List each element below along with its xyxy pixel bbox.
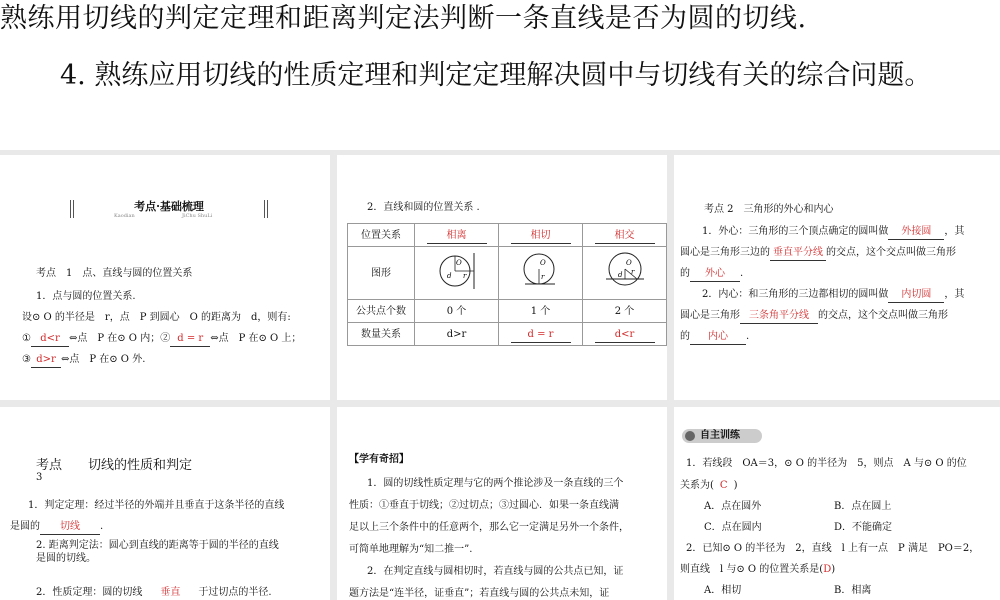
table-row <box>348 247 667 300</box>
table-row <box>348 300 667 323</box>
option-b: B．点在圆上 <box>834 501 892 512</box>
table-cell: 位置关系 <box>348 224 415 247</box>
text-fragment: . <box>100 521 104 532</box>
svg-text:O: O <box>455 259 462 267</box>
thumbnail-panel-6[interactable] <box>674 407 1000 600</box>
text-fragment: ) <box>733 480 738 491</box>
answer-blank: 垂直平分线 <box>770 246 826 261</box>
section-heading: 【学有奇招】 <box>349 454 409 465</box>
text-fragment: 圆心是三角形 <box>680 310 740 321</box>
text-fragment: ) <box>831 564 836 575</box>
circle-intersect-figure <box>603 247 647 291</box>
text-fragment: 的交点，这个交点叫做三角形 <box>818 310 948 321</box>
section-number: 3 <box>36 472 43 483</box>
text-line: 1．点与圆的位置关系. <box>36 291 136 302</box>
answer-blank: d<r <box>31 332 69 347</box>
question-line: 2．已知⊙ O 的半径为 2，直线 l 上有一点 P 满足 PO＝2， <box>686 543 980 554</box>
text-fragment: ，其 <box>944 226 965 237</box>
table-row <box>348 224 667 247</box>
option-a: A．相切 <box>704 585 742 596</box>
text-line: 1．圆的切线性质定理与它的两个推论涉及一条直线的三个 <box>367 478 624 489</box>
section-heading: 考点 切线的性质和判定 <box>36 458 193 473</box>
option-a: A．点在圆外 <box>704 501 762 512</box>
text-line: 2. 距离判定法：圆心到直线的距离等于圆的半径的直线 <box>36 540 279 551</box>
text-fragment: ⇔点 P 在⊙ O 内；② <box>68 333 171 344</box>
text-line: 1．判定定理：经过半径的外端并且垂直于这条半径的直线 <box>28 500 285 511</box>
figure-cell <box>415 247 499 300</box>
answer-blank: 三条角平分线 <box>740 309 818 324</box>
panel-title: 2．直线和圆的位置关系 . <box>367 202 480 213</box>
question-line: 1．若线段 OA＝3，⊙ O 的半径为 5，则点 A 与⊙ O 的位 <box>686 458 967 469</box>
text-fragment: 2．内心：和三角形的三边都相切的圆叫做 <box>702 289 889 300</box>
text-fragment: . <box>740 268 744 279</box>
question-line <box>680 559 835 580</box>
banner-title: 考点·基础梳理 <box>134 200 204 213</box>
answer-blank: 垂直 <box>142 586 198 600</box>
answer-blank: d>r <box>31 353 61 368</box>
answer-blank: 相离 <box>427 229 487 244</box>
answer-blank: 切线 <box>40 520 100 535</box>
answer-blank: 相切 <box>511 229 571 244</box>
text-fragment: 1．外心：三角形的三个顶点确定的圆叫做 <box>702 226 889 237</box>
banner-subtitle-1: Kaodian <box>114 213 135 219</box>
section-heading: 考点 2 三角形的外心和内心 <box>704 204 834 215</box>
text-fragment: ③ <box>22 354 31 365</box>
text-line: 是圆的切线。 <box>36 553 96 564</box>
answer-blank: d = r <box>170 332 210 347</box>
circle-tangent-figure <box>519 247 563 291</box>
text-line <box>680 263 743 284</box>
table-cell: 0 个 <box>415 300 499 323</box>
thumbnail-panel-5[interactable] <box>337 407 667 600</box>
section-heading: 考点 1 点、直线与圆的位置关系 <box>36 268 193 279</box>
answer-blank: d = r <box>511 328 571 343</box>
table-cell: 2 个 <box>583 300 667 323</box>
text-fragment: 2．性质定理：圆的切线 <box>36 587 143 598</box>
option-b: B．相离 <box>834 585 872 596</box>
banner-subtitle-2: JiChu ShuLi <box>182 213 213 219</box>
thumbnail-panel-1[interactable] <box>0 155 330 400</box>
table-cell: 图形 <box>348 247 415 300</box>
text-line <box>22 328 301 349</box>
text-fragment: 的 <box>680 268 690 279</box>
answer-blank: 相交 <box>595 229 655 244</box>
text-line: 2．在判定直线与圆相切时，若直线与圆的公共点已知，证 <box>367 566 624 577</box>
text-line: 可简单地理解为“知二推一”. <box>349 544 473 555</box>
svg-text:r: r <box>540 273 544 281</box>
thumbnail-panel-3[interactable] <box>674 155 1000 400</box>
text-fragment: 则直线 l 与⊙ O 的位置关系是( <box>680 564 824 575</box>
text-line <box>680 326 749 347</box>
question-line <box>680 475 737 496</box>
text-fragment: ⇔点 P 在⊙ O 上； <box>210 333 302 344</box>
text-fragment: 的 <box>680 331 690 342</box>
slide-header <box>0 0 1000 150</box>
option-d: D．不能确定 <box>834 522 893 533</box>
table-cell: 1 个 <box>499 300 583 323</box>
thumbnail-panel-2[interactable] <box>337 155 667 400</box>
svg-text:O: O <box>625 259 632 267</box>
text-line: 足以上三个条件中的任意两个，那么它一定满足另外一个条件， <box>349 522 629 533</box>
text-fragment: 圆心是三角形三边的 <box>680 247 770 258</box>
answer-blank: 内切圆 <box>888 288 944 303</box>
answer-choice: C <box>719 480 728 491</box>
text-line: 题方法是“连半径，证垂直”；若直线与圆的公共点未知，证 <box>349 588 610 599</box>
text-fragment: . <box>746 331 750 342</box>
table-row <box>348 323 667 346</box>
answer-choice: D <box>823 564 832 575</box>
table-cell: d>r <box>415 323 499 346</box>
svg-text:r: r <box>462 272 466 280</box>
position-relation-table <box>347 223 667 346</box>
figure-cell <box>499 247 583 300</box>
slide-text-line2: 4. 熟练应用切线的性质定理和判定定理解决圆中与切线有关的综合问题。 <box>60 60 932 91</box>
text-line <box>36 582 272 600</box>
slide-text-line1: 熟练用切线的判定定理和距离判定法判断一条直线是否为圆的切线. <box>0 3 807 34</box>
svg-text:d: d <box>617 271 622 279</box>
text-fragment: ① <box>22 333 31 344</box>
bullet-icon <box>685 431 695 441</box>
practice-bar-label: 自主训练 <box>700 430 740 441</box>
svg-text:r: r <box>630 268 634 276</box>
svg-text:d: d <box>446 272 451 280</box>
text-line <box>680 242 956 263</box>
answer-blank: 外心 <box>690 267 740 282</box>
text-fragment: 是圆的 <box>10 521 40 532</box>
answer-blank: d<r <box>595 328 655 343</box>
text-fragment: 的交点，这个交点叫做三角形 <box>826 247 956 258</box>
circle-separate-figure <box>435 247 479 291</box>
text-line: 设⊙ O 的半径是 r，点 P 到圆心 O 的距离为 d，则有: <box>22 312 291 323</box>
practice-bar <box>682 429 762 443</box>
answer-blank: 内心 <box>690 330 746 345</box>
table-cell: 数量关系 <box>348 323 415 346</box>
thumbnail-panel-4[interactable] <box>0 407 330 600</box>
text-fragment: 关系为( <box>680 480 714 491</box>
text-line: 性质：①垂直于切线；②过切点；③过圆心．如果一条直线满 <box>349 500 619 511</box>
section-banner <box>70 200 268 218</box>
answer-blank: 外接圆 <box>888 225 944 240</box>
text-line <box>10 516 103 537</box>
table-cell: 公共点个数 <box>348 300 415 323</box>
text-line <box>22 349 145 370</box>
text-fragment: ，其 <box>944 289 965 300</box>
text-fragment: 于过切点的半径. <box>198 587 272 598</box>
text-line <box>702 221 964 242</box>
figure-cell <box>583 247 667 300</box>
option-c: C．点在圆内 <box>704 522 762 533</box>
text-fragment: ⇔点 P 在⊙ O 外. <box>60 354 146 365</box>
svg-text:O: O <box>539 259 546 267</box>
text-line <box>702 284 964 305</box>
text-line <box>680 305 948 326</box>
